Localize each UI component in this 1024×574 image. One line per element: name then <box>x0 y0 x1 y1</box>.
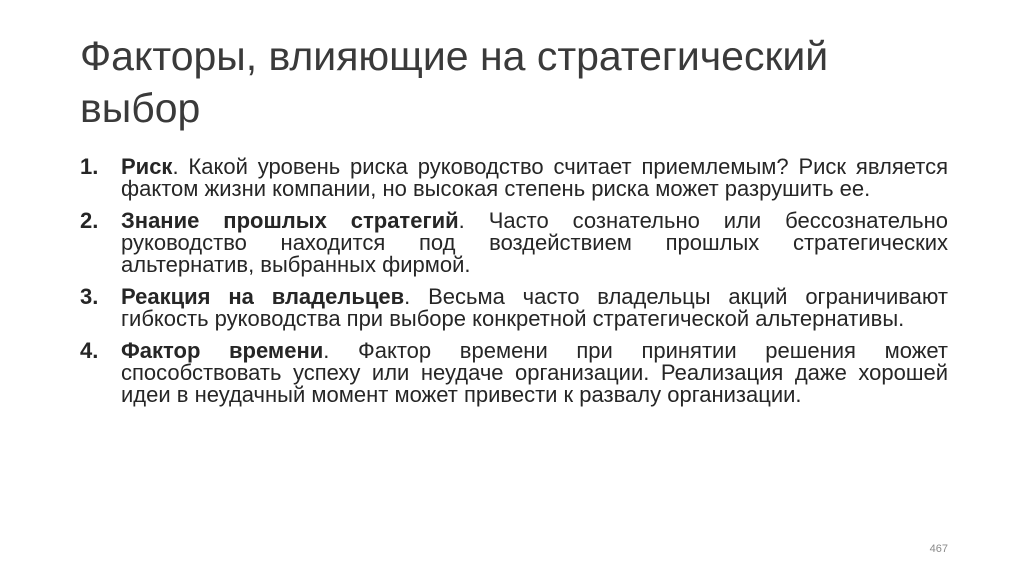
list-item <box>80 286 948 330</box>
item-term: Риск <box>121 154 173 179</box>
item-text-block <box>121 286 948 330</box>
list-item <box>80 210 948 276</box>
item-description: . Фактор времени при принятии решения может способствовать успеху или неудаче организации. Реализация даже хорошей идеи в неудачный момент может привести к развалу организации. <box>121 338 948 407</box>
item-term: Знание прошлых стратегий <box>121 208 459 233</box>
item-description: . Часто сознательно или бессознательно руководство находится под воздействием прошлых стратегических альтернатив, выбранных фирмой. <box>121 208 949 277</box>
item-description: . Какой уровень риска руководство считает приемлемым? Риск является фактом жизни компании, но высокая степень риска может разрушить ее. <box>121 154 948 201</box>
item-number: 1. <box>80 154 99 179</box>
list-item <box>80 340 948 406</box>
item-text-block <box>121 156 948 200</box>
item-text-block <box>121 210 948 276</box>
item-term: Фактор времени <box>121 338 324 363</box>
item-number: 2. <box>80 208 99 233</box>
item-description: . Весьма часто владельцы акций ограничивают гибкость руководства при выборе конкретной стратегической альтернативы. <box>121 284 949 331</box>
item-number: 4. <box>80 338 99 363</box>
item-term: Реакция на владельцев <box>121 284 405 309</box>
list-item <box>80 156 948 200</box>
item-number: 3. <box>80 284 99 309</box>
item-text-block <box>121 340 948 406</box>
slide-title: Факторы, влияющие на стратегический выбор <box>80 33 829 131</box>
factor-list <box>80 156 948 416</box>
page-number: 467 <box>929 543 948 555</box>
